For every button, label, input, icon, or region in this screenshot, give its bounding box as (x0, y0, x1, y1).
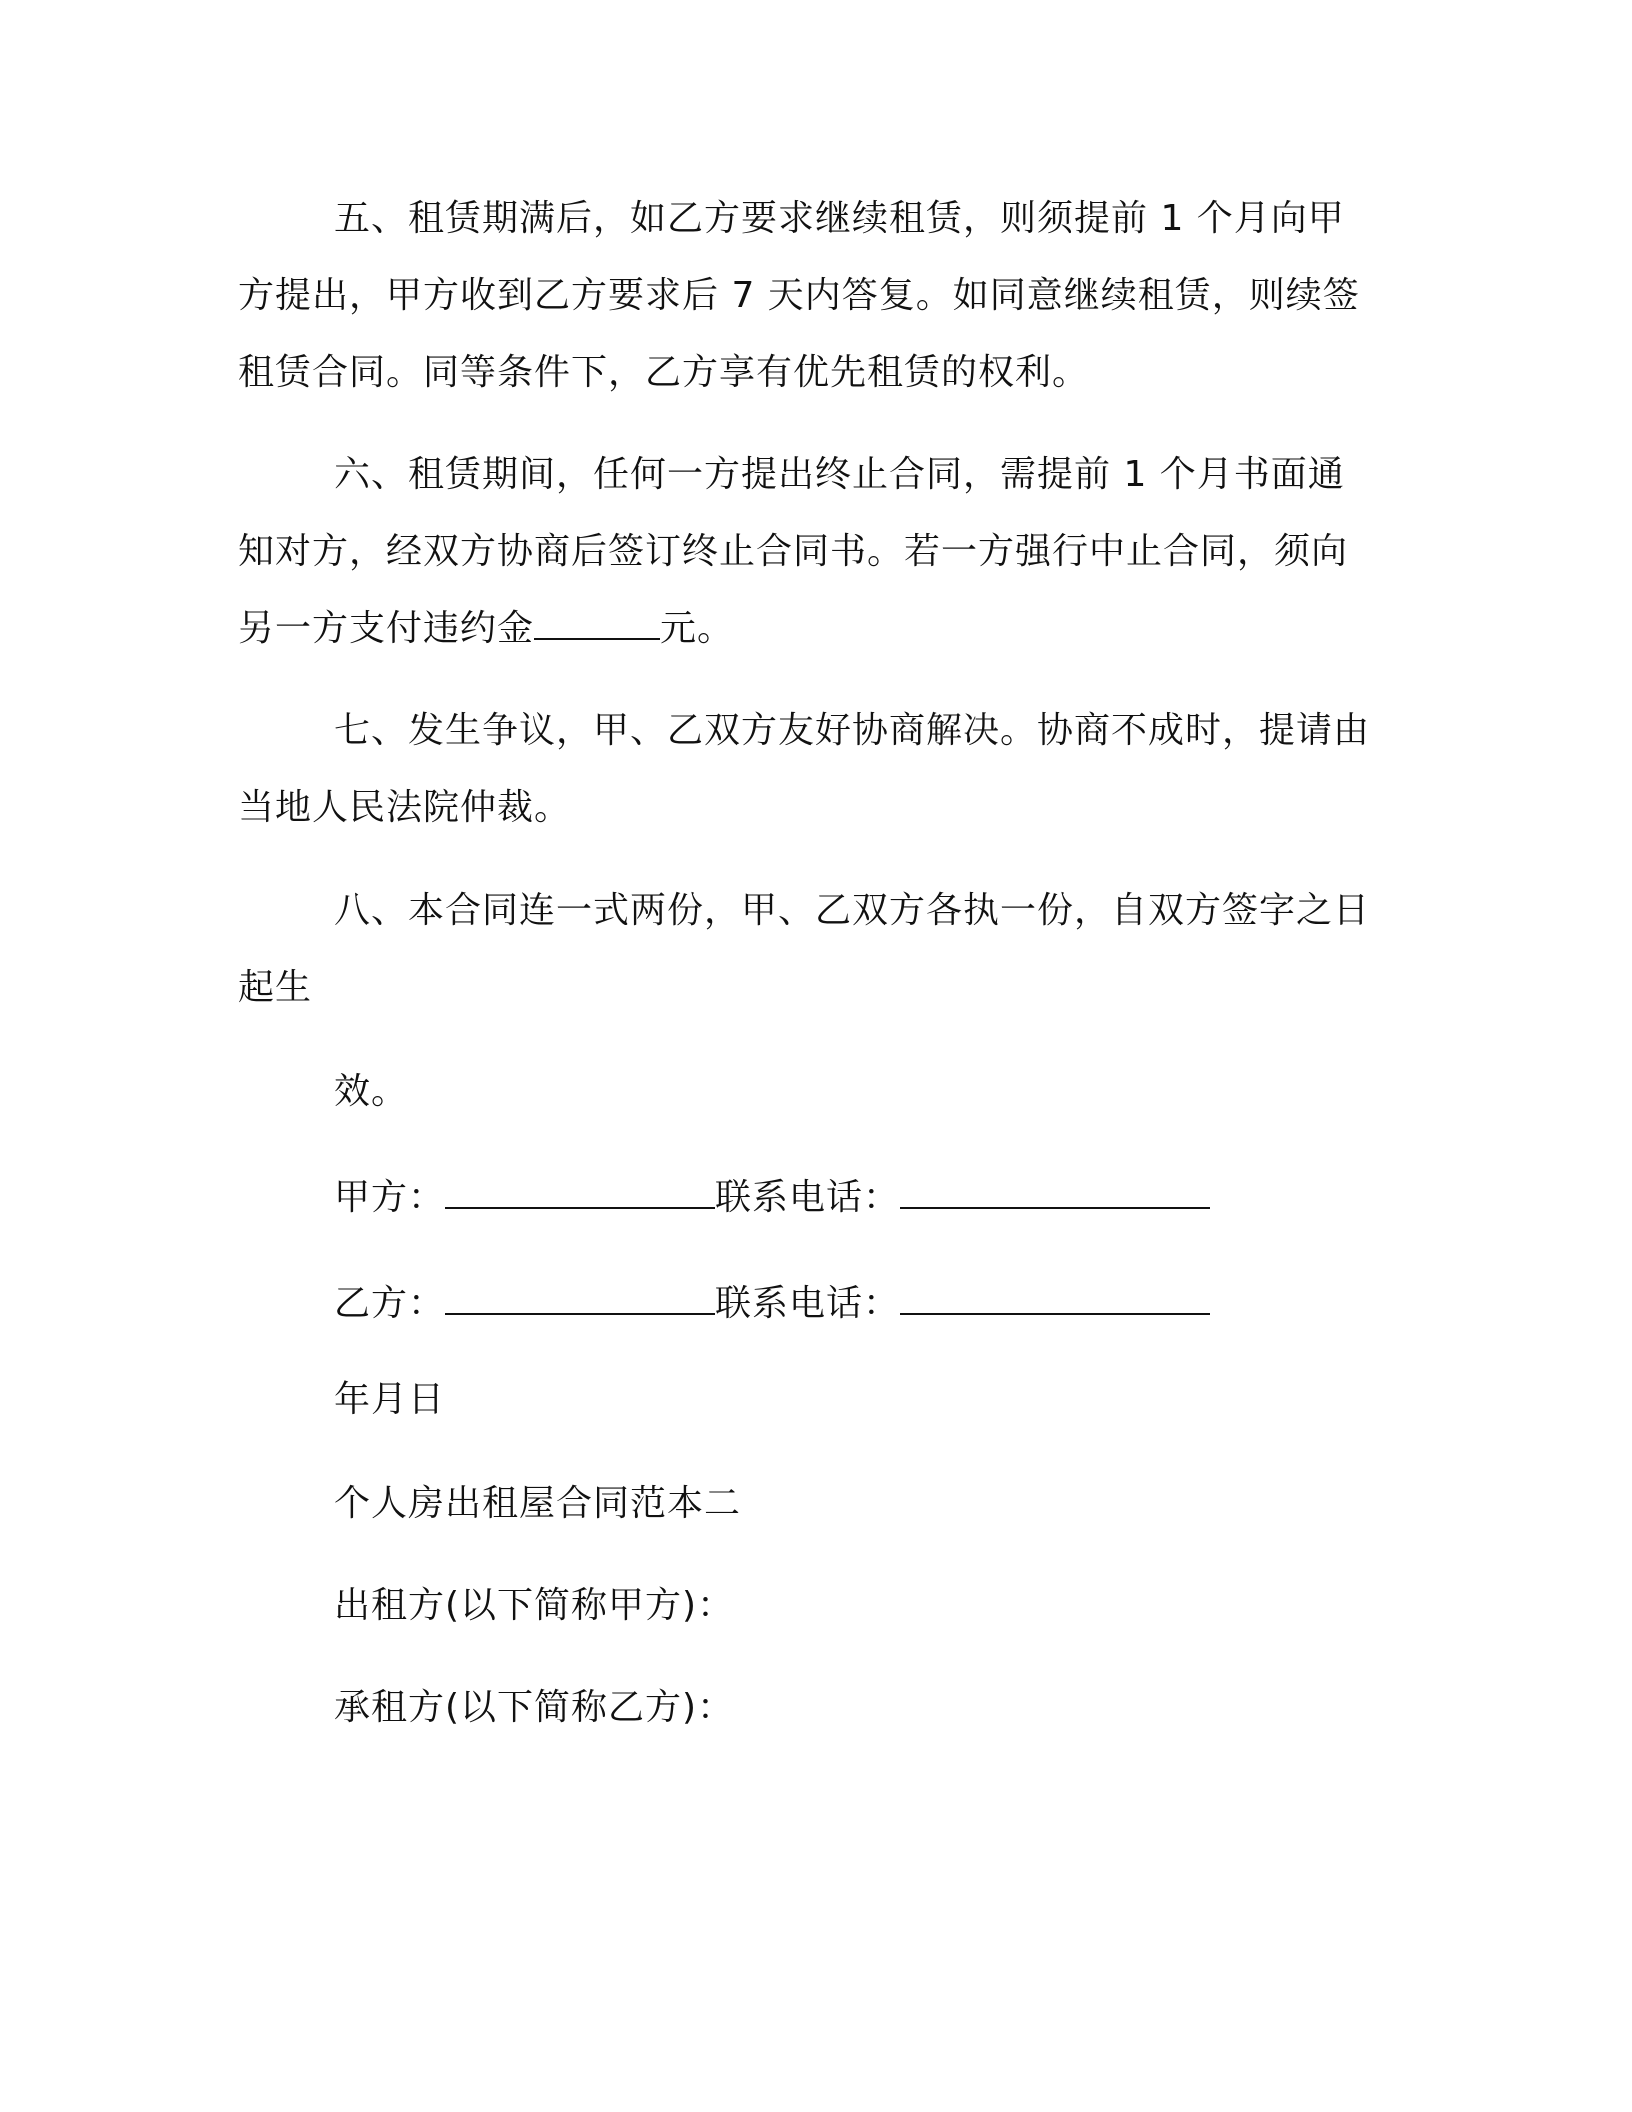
clause-six (238, 436, 1374, 667)
party-a-label: 甲方： (334, 1177, 446, 1218)
clause-eight: 八、本合同连一式两份，甲、乙双方各执一份，自双方签字之日起生 (238, 890, 1371, 1008)
penalty-amount-blank (534, 608, 660, 640)
party-a-phone-label: 联系电话： (715, 1177, 901, 1218)
party-a-name-blank (445, 1177, 715, 1209)
section-title: 个人房出租屋合同范本二 (334, 1483, 742, 1524)
party-b-name-blank (445, 1283, 715, 1315)
lessee-label: 承租方(以下简称乙方)： (334, 1687, 735, 1728)
party-b-phone-label: 联系电话： (715, 1283, 901, 1324)
party-b-signature-line (334, 1280, 1210, 1328)
party-a-phone-blank (900, 1177, 1210, 1209)
clause-five: 五、租赁期满后，如乙方要求继续租赁，则须提前 1 个月向甲方提出，甲方收到乙方要求后 7 天内答复。如同意继续租赁，则续签租赁合同。同等条件下，乙方享有优先租赁的权利。 (238, 198, 1360, 393)
clause-six-text: 六、租赁期间，任何一方提出终止合同，需提前 1 个月书面通知对方，经双方协商后签订终止合同书。若一方强行中止合同，须向另一方支付违约金 (238, 454, 1349, 649)
date-line: 年月日 (334, 1379, 446, 1420)
lessor-label: 出租方(以下简称甲方)： (334, 1585, 735, 1626)
clause-seven: 七、发生争议，甲、乙双方友好协商解决。协商不成时，提请由当地人民法院仲裁。 (238, 710, 1371, 828)
party-b-label: 乙方： (334, 1283, 446, 1324)
party-b-phone-blank (900, 1283, 1210, 1315)
clause-six-unit: 元。 (660, 608, 735, 649)
party-a-signature-line (334, 1174, 1210, 1222)
clause-eight-continued: 效。 (334, 1071, 409, 1112)
